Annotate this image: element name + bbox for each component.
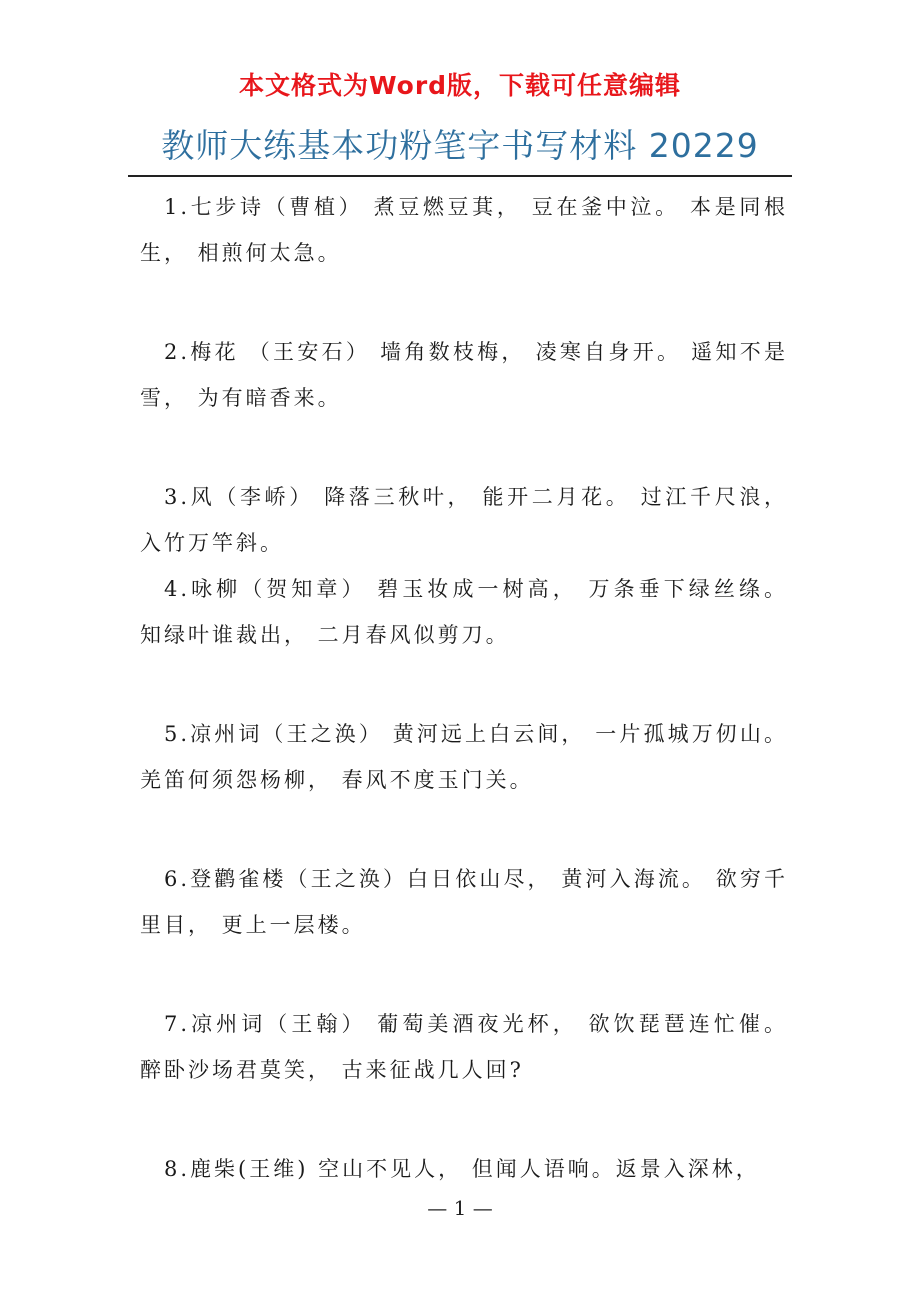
page-number: — 1 — xyxy=(427,1196,493,1220)
poem-paragraph: 3.风（李峤） 降落三秋叶， 能开二月花。 过江千尺浪，入竹万竿斜。 xyxy=(140,485,788,555)
poem-paragraph: 4.咏柳（贺知章） 碧玉妆成一树高， 万条垂下绿丝绦。 知绿叶谁裁出， 二月春风似剪刀。 xyxy=(140,577,788,647)
poem-paragraph: 1.七步诗（曹植） 煮豆燃豆萁， 豆在釜中泣。 本是同根生， 相煎何太急。 xyxy=(140,195,788,265)
poem-paragraph: 5.凉州词（王之涣） 黄河远上白云间， 一片孤城万仞山。 羌笛何须怨杨柳， 春风不度玉门关。 xyxy=(140,722,788,792)
poem-paragraph: 6.登鹳雀楼（王之涣）白日依山尽， 黄河入海流。 欲穷千里目， 更上一层楼。 xyxy=(140,867,788,937)
title-divider xyxy=(128,175,792,177)
document-title: 教师大练基本功粉笔字书写材料 20229 xyxy=(161,126,759,165)
poem-paragraph: 8.鹿柴(王维) 空山不见人， 但闻人语响。返景入深林， xyxy=(164,1157,760,1181)
poem-paragraph: 7.凉州词（王翰） 葡萄美酒夜光杯， 欲饮琵琶连忙催。 醉卧沙场君莫笑， 古来征战几人回? xyxy=(140,1012,788,1082)
poem-paragraph: 2.梅花 （王安石） 墙角数枝梅， 凌寒自身开。 遥知不是雪， 为有暗香来。 xyxy=(140,340,788,410)
download-banner: 本文格式为Word版，下载可任意编辑 xyxy=(238,71,682,100)
document-body xyxy=(140,184,788,1192)
